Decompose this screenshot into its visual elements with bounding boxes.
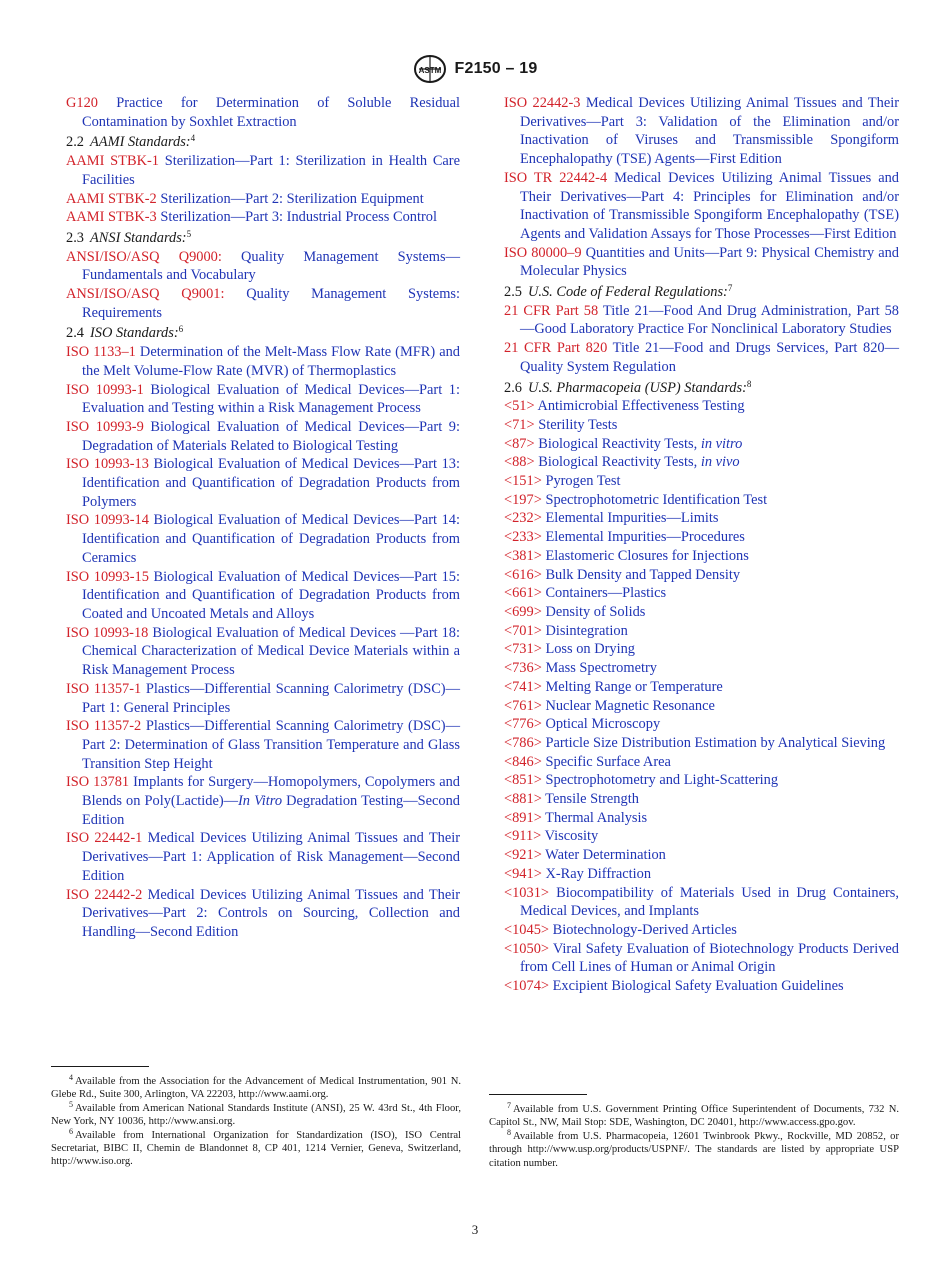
standard-code-link[interactable]: <846>: [504, 753, 542, 770]
standard-code-link[interactable]: 21 CFR Part 58: [504, 302, 599, 319]
standard-code-link[interactable]: <741>: [504, 678, 542, 695]
section-heading: [504, 379, 899, 398]
standard-code-link[interactable]: <151>: [504, 473, 542, 490]
footnote-divider-left: [51, 1066, 149, 1067]
standard-title-text: Containers—Plastics: [545, 585, 667, 602]
standard-code-link[interactable]: <891>: [504, 809, 542, 826]
reference-entry: [504, 827, 899, 846]
standard-title-text: Nuclear Magnetic Resonance: [545, 697, 715, 714]
standard-title-link[interactable]: [82, 774, 460, 827]
standard-code-link[interactable]: <761>: [504, 697, 542, 714]
standard-title-link[interactable]: [538, 436, 742, 452]
standard-title-text: Biological Evaluation of Medical Devices—Part 1: Evaluation and Testing within a Risk Management Process: [82, 381, 460, 417]
reference-entry: [66, 381, 460, 418]
standard-code-link[interactable]: G120: [66, 95, 98, 111]
reference-entry: [504, 509, 899, 528]
standard-title-text: Elemental Impurities—Procedures: [545, 529, 745, 546]
standard-code-link[interactable]: <941>: [504, 865, 542, 882]
standard-title-link[interactable]: [545, 698, 714, 714]
reference-entry: [504, 339, 899, 376]
reference-entry: [66, 285, 460, 322]
reference-entry: [66, 886, 460, 942]
standard-title-text: Bulk Density and Tapped Density: [545, 566, 741, 583]
reference-entry: [504, 734, 899, 753]
standard-title-text: Medical Devices Utilizing Animal Tissues and Their Derivatives—Part 4: Principles for Elimination and/or Inactivation of Transmissible Spongiform Encephalopathy (TSE) Agents and Validation Assays for Those Processes—First Edition: [520, 169, 899, 242]
standard-title-link[interactable]: [520, 885, 899, 920]
standard-code-link[interactable]: ISO 1133–1: [66, 344, 136, 361]
standard-title-link[interactable]: [545, 716, 660, 732]
reference-entry: [66, 773, 460, 829]
section-heading: [66, 133, 460, 152]
standard-title-link[interactable]: [537, 398, 744, 414]
standard-title-link[interactable]: [520, 941, 899, 976]
standard-title-link[interactable]: [545, 828, 599, 844]
standard-code-link[interactable]: 21 CFR Part 820: [504, 340, 608, 357]
reference-entry: [66, 829, 460, 885]
reference-entry: [66, 343, 460, 380]
standard-title-link[interactable]: [82, 95, 460, 130]
reference-entry: [66, 624, 460, 680]
footnote-ref: 6: [178, 324, 184, 335]
standard-title-link[interactable]: [553, 978, 844, 994]
footnote: [489, 1127, 899, 1170]
standard-code-link[interactable]: ISO 10993-13: [66, 456, 149, 473]
standard-title-text: Antimicrobial Effectiveness Testing: [537, 398, 745, 415]
left-column: [66, 94, 460, 942]
standard-code-link[interactable]: <881>: [504, 791, 542, 808]
footnote-mark: 6: [69, 1126, 73, 1136]
reference-entry: [504, 435, 899, 454]
standard-code-link[interactable]: AAMI STBK-2: [66, 190, 157, 207]
standard-title-text: Plastics—Differential Scanning Calorimetry (DSC)—Part 1: General Principles: [82, 680, 460, 716]
reference-entry: [504, 715, 899, 734]
standard-code-link[interactable]: ISO 10993-1: [66, 381, 144, 398]
footnote-text: Available from International Organization for Standardization (ISO), ISO Central Secretariat, BIBC II, Chemin de Blandonnet 8, CP 401, 1214 Vernier, Geneva, Switzerland, http://www.iso.org.: [51, 1129, 461, 1168]
section-heading: [66, 324, 460, 343]
standard-title-text: Thermal Analysis: [545, 809, 648, 826]
standard-code-link[interactable]: AAMI STBK-1: [66, 153, 159, 170]
standard-title-text: Spectrophotometry and Light-Scattering: [545, 772, 779, 789]
reference-entry: [504, 659, 899, 678]
reference-entry: [504, 94, 899, 169]
standard-title-text: Biological Evaluation of Medical Devices —Part 18: Chemical Characterization of Medical Device Materials within a Risk Management Process: [82, 624, 460, 679]
svg-text:ASTM: ASTM: [418, 66, 441, 75]
standard-code-link[interactable]: <88>: [504, 454, 535, 471]
reference-entry: [504, 472, 899, 491]
section-heading: [504, 283, 899, 302]
reference-entry: [504, 566, 899, 585]
standard-title-text: Mass Spectrometry: [545, 660, 657, 677]
standard-title-text: Water Determination: [545, 847, 666, 864]
reference-entry: [66, 190, 460, 209]
right-column: [504, 94, 899, 996]
standard-title-text: Density of Solids: [545, 603, 646, 620]
standard-title-link[interactable]: [545, 679, 722, 695]
standard-code-link[interactable]: ISO TR 22442-4: [504, 169, 608, 186]
standard-title-link[interactable]: [538, 417, 617, 433]
standard-code-link[interactable]: ISO 22442-3: [504, 95, 581, 111]
standard-title-text: Medical Devices Utilizing Animal Tissues and Their Derivatives—Part 1: Application of Risk Management—Second Edition: [82, 830, 460, 884]
standard-title-link[interactable]: [545, 735, 885, 751]
standard-title-link[interactable]: [538, 454, 739, 470]
reference-entry: [504, 244, 899, 281]
standard-code-link[interactable]: ANSI/ISO/ASQ Q9001:: [66, 286, 225, 303]
standard-title-text: Title 21—Food And Drug Administration, Part 58—Good Laboratory Practice For Nonclinical Laboratory Studies: [520, 302, 899, 338]
standard-title-text: X-Ray Diffraction: [545, 865, 652, 882]
reference-entry: [66, 717, 460, 773]
footnote: [51, 1099, 461, 1129]
reference-entry: [504, 846, 899, 865]
section-number: 2.2: [66, 134, 84, 151]
standard-code-link[interactable]: ISO 10993-14: [66, 512, 149, 529]
page-number: 3: [471, 1222, 479, 1237]
standard-title-text: Biological Reactivity Tests,: [538, 435, 701, 452]
section-title: U.S. Pharmacopeia (USP) Standards:: [528, 379, 747, 396]
standard-title-text: Sterilization—Part 1: Sterilization in Health Care Facilities: [82, 153, 460, 188]
standard-title-text: Biological Reactivity Tests,: [538, 454, 701, 471]
reference-entry: [504, 491, 899, 510]
standard-title-text: Elemental Impurities—Limits: [545, 510, 719, 527]
standard-title-text: Sterilization—Part 3: Industrial Process Control: [160, 209, 437, 226]
standard-title-text: Sterility Tests: [538, 416, 618, 433]
footnote-text: Available from U.S. Government Printing Office Superintendent of Documents, 732 N. Capitol St., NW, Mail Stop: SDE, Washington, DC 20401, http://www.access.gpo.gov.: [489, 1104, 899, 1129]
reference-entry: [504, 790, 899, 809]
reference-entry: [504, 640, 899, 659]
section-title: U.S. Code of Federal Regulations:: [528, 284, 728, 301]
standard-title-text: Optical Microscopy: [545, 716, 661, 733]
standard-title-link[interactable]: [545, 754, 670, 770]
reference-entry: [66, 152, 460, 189]
standard-title-link[interactable]: [545, 866, 651, 882]
section-number: 2.6: [504, 379, 522, 396]
footnote-ref: 8: [746, 378, 752, 389]
footnote-ref: 5: [186, 228, 192, 239]
reference-entry: [504, 771, 899, 790]
footnote-text: Available from the Association for the Advancement of Medical Instrumentation, 901 N. Glebe Rd., Suite 300, Arlington, VA 22203, http://www.aami.org.: [51, 1076, 461, 1101]
standard-title-link[interactable]: [545, 641, 635, 657]
standard-title-tail: Degradation Testing—Second Edition: [82, 793, 460, 828]
standard-code-link[interactable]: ISO 11357-2: [66, 718, 142, 735]
standard-title-link[interactable]: [160, 191, 423, 207]
standard-title-link[interactable]: [545, 510, 718, 526]
standard-code-link[interactable]: AAMI STBK-3: [66, 209, 157, 226]
standard-code-link[interactable]: ISO 10993-9: [66, 418, 144, 435]
reference-entry: [504, 697, 899, 716]
footnote-mark: 5: [69, 1099, 73, 1109]
standard-code-link[interactable]: <1031>: [504, 884, 550, 901]
standard-code-link[interactable]: ISO 10993-15: [66, 568, 149, 585]
reference-entry: [504, 921, 899, 940]
standard-code-link[interactable]: <233>: [504, 529, 542, 546]
section-heading: [66, 229, 460, 248]
footnotes-right: [489, 1103, 899, 1170]
section-title: ISO Standards:: [90, 325, 179, 342]
footnote-mark: 7: [507, 1101, 511, 1110]
standard-title-text: Quality Management Systems: Requirements: [82, 286, 460, 321]
page-header: [0, 54, 950, 84]
standard-code-link[interactable]: <197>: [504, 491, 542, 508]
standard-title-text: Tensile Strength: [545, 791, 639, 808]
standard-code-link[interactable]: <1074>: [504, 978, 550, 995]
standard-title-text: Title 21—Food and Drugs Services, Part 820—Quality System Regulation: [520, 340, 899, 375]
reference-entry: [66, 680, 460, 717]
reference-entry: [504, 547, 899, 566]
reference-entry: [504, 753, 899, 772]
standard-code-link[interactable]: <851>: [504, 772, 542, 789]
standard-code-link[interactable]: <616>: [504, 566, 542, 583]
reference-entry: [66, 455, 460, 511]
standard-title-link[interactable]: [545, 660, 657, 676]
reference-entry: [504, 416, 899, 435]
footnote-text: Available from American National Standards Institute (ANSI), 25 W. 43rd St., 4th Floor, New York, NY 10036, http://www.ansi.org.: [51, 1102, 461, 1128]
standard-code-link[interactable]: <381>: [504, 547, 542, 564]
document-id: F2150 – 19: [454, 60, 538, 77]
standard-title-text: Plastics—Differential Scanning Calorimetry (DSC)—Part 2: Determination of Glass Transition Temperature and Glass Transition Step Height: [82, 718, 460, 772]
standard-code-link[interactable]: <786>: [504, 734, 542, 751]
standard-code-link[interactable]: <911>: [504, 828, 542, 845]
section-number: 2.3: [66, 229, 84, 246]
reference-entry: [504, 940, 899, 977]
standard-title-italic: In Vitro: [238, 793, 283, 810]
standard-title-link[interactable]: [545, 847, 666, 863]
standard-title-text: Melting Range or Temperature: [545, 678, 723, 695]
standard-code-link[interactable]: <51>: [504, 398, 535, 415]
standard-title-link[interactable]: [553, 922, 737, 938]
standard-code-link[interactable]: <701>: [504, 622, 542, 639]
footnotes-left: [51, 1075, 461, 1169]
reference-entry: [504, 977, 899, 996]
reference-entry: [66, 248, 460, 285]
footnote: [51, 1126, 461, 1169]
footnote-ref: 7: [727, 283, 733, 294]
section-number: 2.4: [66, 325, 84, 342]
footnote-divider-right: [489, 1094, 587, 1095]
footnote-ref: 4: [190, 133, 196, 144]
reference-entry: [504, 809, 899, 828]
section-title: ANSI Standards:: [90, 229, 187, 246]
reference-entry: [66, 208, 460, 227]
standard-title-italic: in vivo: [700, 454, 740, 471]
standard-title-text: Biological Evaluation of Medical Devices—Part 9: Degradation of Materials Related to Biological Testing: [82, 418, 460, 454]
reference-entry: [504, 622, 899, 641]
standard-title-link[interactable]: [545, 585, 666, 601]
standard-title-text: Biological Evaluation of Medical Devices—Part 13: Identification and Quantification of Degradation Products from Polymers: [82, 456, 460, 510]
standard-title-link[interactable]: [545, 772, 778, 788]
standard-title-link[interactable]: [545, 567, 740, 583]
standard-title-text: Loss on Drying: [545, 641, 635, 658]
standard-title-link[interactable]: [545, 791, 639, 807]
standard-title-text: Biocompatibility of Materials Used in Drug Containers, Medical Devices, and Implants: [520, 884, 899, 920]
reference-entry: [504, 169, 899, 244]
standard-title-text: Implants for Surgery—Homopolymers, Copolymers and Blends on Poly(Lactide)—: [82, 774, 461, 810]
standard-code-link[interactable]: <71>: [504, 416, 535, 433]
reference-entry: [504, 584, 899, 603]
standard-code-link[interactable]: ISO 11357-1: [66, 680, 142, 697]
reference-entry: [66, 511, 460, 567]
standard-code-link[interactable]: <731>: [504, 641, 542, 658]
standard-title-text: Elastomeric Closures for Injections: [545, 547, 749, 564]
footnote-mark: 4: [69, 1073, 73, 1082]
standard-title-text: Medical Devices Utilizing Animal Tissues and Their Derivatives—Part 3: Validation of the Elimination and/or Inactivation of Viruses and Transmissible Spongiform Encephalopathy (TSE) Agents—First Edition: [520, 95, 899, 168]
standard-title-text: Viral Safety Evaluation of Biotechnology Products Derived from Cell Lines of Human or Animal Origin: [520, 940, 899, 976]
reference-entry: [504, 528, 899, 547]
standard-title-text: Biological Evaluation of Medical Devices—Part 15: Identification and Quantification of Degradation Products from Coated and Uncoated Metals and Alloys: [82, 568, 460, 622]
standard-code-link[interactable]: ISO 13781: [66, 774, 130, 791]
standard-code-link[interactable]: ANSI/ISO/ASQ Q9000:: [66, 248, 222, 265]
standard-code-link[interactable]: <232>: [504, 510, 542, 527]
reference-entry: [504, 603, 899, 622]
reference-entry: [504, 397, 899, 416]
section-number: 2.5: [504, 284, 522, 301]
standard-title-link[interactable]: [160, 209, 437, 225]
standard-code-link[interactable]: ISO 22442-1: [66, 830, 143, 847]
standard-code-link[interactable]: <921>: [504, 847, 542, 864]
standard-code-link[interactable]: ISO 80000–9: [504, 244, 582, 261]
standard-title-link[interactable]: [545, 492, 767, 508]
reference-entry: [66, 94, 460, 131]
standard-title-link[interactable]: [545, 623, 627, 639]
standard-title-text: Determination of the Melt-Mass Flow Rate (MFR) and the Melt Volume-Flow Rate (MVR) of Thermoplastics: [82, 344, 460, 379]
standard-title-text: Quantities and Units—Part 9: Physical Chemistry and Molecular Physics: [520, 244, 899, 280]
footnote: [489, 1103, 899, 1130]
standard-title-link[interactable]: [545, 810, 647, 826]
standard-title-italic: in vitro: [700, 435, 743, 452]
standard-title-text: Excipient Biological Safety Evaluation Guidelines: [552, 978, 844, 995]
standard-title-link[interactable]: [545, 473, 620, 489]
footnote-text: Available from U.S. Pharmacopeia, 12601 Twinbrook Pkwy., Rockville, MD 20852, or through http://www.usp.org/products/USPNF/. The standards are listed by appropriate USP citation number.: [489, 1130, 899, 1169]
standard-title-text: Sterilization—Part 2: Sterilization Equipment: [160, 190, 424, 207]
standard-title-text: Pyrogen Test: [545, 473, 621, 490]
standard-code-link[interactable]: <699>: [504, 603, 542, 620]
standard-title-text: Biotechnology-Derived Articles: [552, 921, 737, 938]
standard-title-link[interactable]: [545, 548, 748, 564]
standard-code-link[interactable]: <736>: [504, 660, 542, 677]
standard-title-link[interactable]: [545, 529, 744, 545]
standard-title-link[interactable]: [545, 604, 645, 620]
reference-entry: [504, 453, 899, 472]
standard-code-link[interactable]: <1045>: [504, 921, 550, 938]
reference-entry: [504, 865, 899, 884]
standard-title-text: Disintegration: [545, 622, 628, 639]
footnote: [51, 1075, 461, 1102]
standard-title-link[interactable]: [82, 344, 460, 379]
standard-title-text: Biological Evaluation of Medical Devices—Part 14: Identification and Quantification of Degradation Products from Ceramics: [82, 512, 460, 566]
standard-code-link[interactable]: <661>: [504, 585, 542, 602]
reference-entry: [66, 568, 460, 624]
footnote-mark: 8: [507, 1127, 511, 1137]
standard-title-text: Practice for Determination of Soluble Residual Contamination by Soxhlet Extraction: [82, 95, 460, 130]
section-title: AAMI Standards:: [90, 134, 191, 151]
reference-entry: [504, 884, 899, 921]
reference-entry: [504, 302, 899, 339]
standard-code-link[interactable]: <776>: [504, 716, 542, 733]
standard-title-text: Viscosity: [544, 828, 599, 845]
reference-entry: [66, 418, 460, 455]
standard-code-link[interactable]: ISO 10993-18: [66, 624, 149, 641]
reference-entry: [504, 678, 899, 697]
standard-title-text: Particle Size Distribution Estimation by Analytical Sieving: [545, 734, 886, 751]
astm-logo-icon: [413, 54, 447, 84]
standard-title-text: Specific Surface Area: [545, 753, 671, 770]
standard-title-text: Medical Devices Utilizing Animal Tissues and Their Derivatives—Part 2: Controls on Sourcing, Collection and Handling—Second Edition: [82, 886, 460, 940]
standard-code-link[interactable]: <1050>: [504, 940, 550, 957]
standard-title-text: Quality Management Systems—Fundamentals and Vocabulary: [82, 248, 460, 284]
standard-code-link[interactable]: ISO 22442-2: [66, 886, 143, 903]
standard-title-text: Spectrophotometric Identification Test: [545, 491, 768, 508]
standard-code-link[interactable]: <87>: [504, 435, 535, 452]
